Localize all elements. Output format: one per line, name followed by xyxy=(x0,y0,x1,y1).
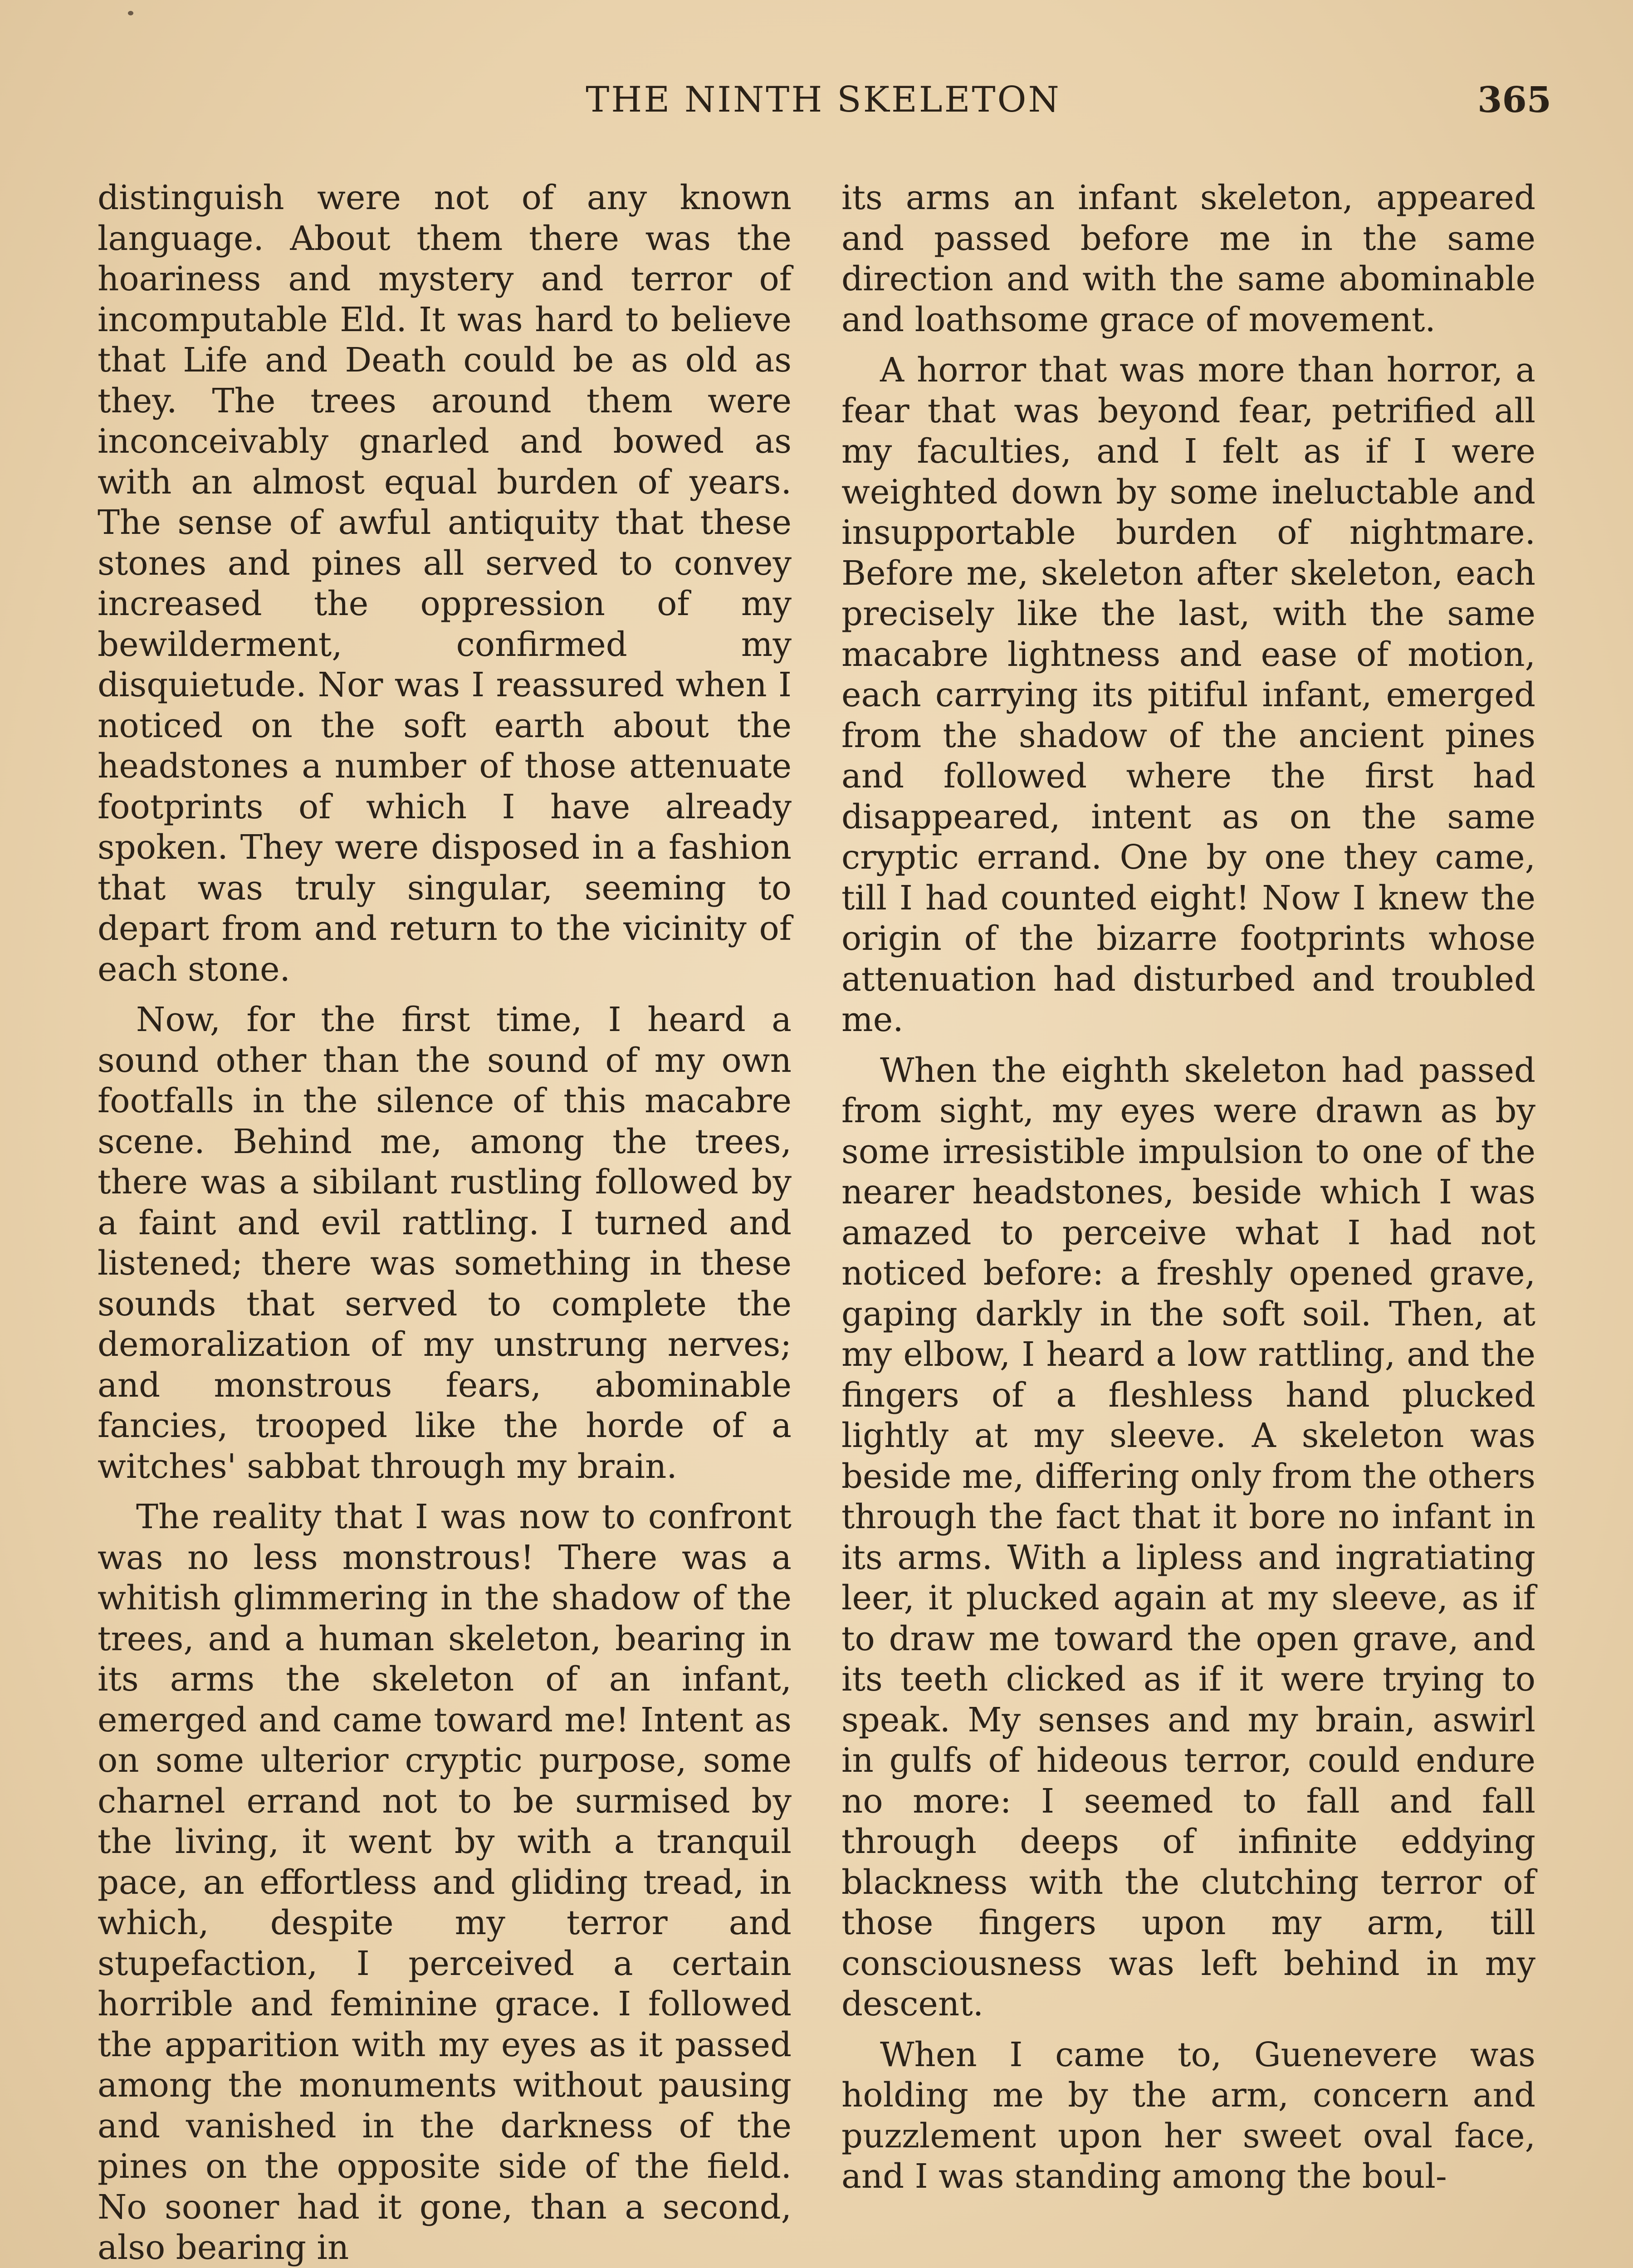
paragraph: Now, for the first time, I heard a sound other than the sound of my own footfalls in the silence of this macabre scene. Behind me, among the trees, there was a sibilant rustling followed by a faint and evil rattling. I turned and listened; there was something in these sounds that served to complete the demoralization of my unstrung nerves; and monstrous fears, abominable fancies, trooped like the horde of a witches' sabbat through my brain. xyxy=(98,1001,792,1486)
left-column xyxy=(98,178,792,2268)
page-number: 365 xyxy=(1477,79,1551,121)
ink-speck xyxy=(128,11,133,15)
paragraph: When I came to, Guenevere was holding me by the arm, concern and puzzlement upon her sweet oval face, and I was standing among the boul- xyxy=(841,2035,1535,2196)
running-title: THE NINTH SKELETON xyxy=(586,79,1061,120)
paragraph: When the eighth skeleton had passed from sight, my eyes were drawn as by some irresistible impulsion to one of the nearer headstones, beside which I was amazed to perceive what I had not noticed before: a freshly opened grave, gaping darkly in the soft soil. Then, at my elbow, I heard a low rattling, and the fingers of a fleshless hand plucked lightly at my sleeve. A skeleton was beside me, differing only from the others through the fact that it bore no infant in its arms. With a lipless and ingratiating leer, it plucked again at my sleeve, as if to draw me toward the open grave, and its teeth clicked as if it were trying to speak. My senses and my brain, aswirl in gulfs of hideous terror, could endure no more: I seemed to fall and fall through deeps of infinite eddying blackness with the clutching terror of those fingers upon my arm, till consciousness was left behind in my descent. xyxy=(841,1051,1535,2024)
paragraph: its arms an infant skeleton, appeared and passed before me in the same direction and with the same abominable and loathsome grace of movement. xyxy=(841,179,1535,339)
page-header xyxy=(95,79,1551,134)
paragraph: A horror that was more than horror, a fear that was beyond fear, petrified all my faculties, and I felt as if I were weighted down by some ineluctable and insupportable burden of nightmare. Before me, skeleton after skeleton, each precisely like the last, with the same macabre lightness and ease of motion, each carrying its pitiful infant, emerged from the shadow of the ancient pines and followed where the first had disappeared, intent as on the same cryptic errand. One by one they came, till I had counted eight! Now I knew the origin of the bizarre footprints whose attenuation had disturbed and troubled me. xyxy=(841,351,1535,1039)
paragraph: distinguish were not of any known language. About them there was the hoariness and mystery and terror of incomputable Eld. It was hard to believe that Life and Death could be as old as they. The trees around them were inconceivably gnarled and bowed as with an almost equal burden of years. The sense of awful antiquity that these stones and pines all served to convey increased the oppression of my bewilderment, confirmed my disquietude. Nor was I reassured when I noticed on the soft earth about the headstones a number of those attenuate footprints of which I have already spoken. They were disposed in a fashion that was truly singular, seeming to depart from and return to the vicinity of each stone. xyxy=(98,179,792,989)
paragraph: The reality that I was now to confront was no less monstrous! There was a whitish glimmering in the shadow of the trees, and a human skeleton, bearing in its arms the skeleton of an infant, emerged and came toward me! Intent as on some ulterior cryptic purpose, some charnel errand not to be surmised by the living, it went by with a tranquil pace, an effortless and gliding tread, in which, despite my terror and stupefaction, I perceived a certain horrible and feminine grace. I followed the apparition with my eyes as it passed among the monuments without pausing and vanished in the darkness of the pines on the opposite side of the field. No sooner had it gone, than a second, also bearing in xyxy=(98,1498,792,2267)
right-column xyxy=(841,178,1535,2207)
